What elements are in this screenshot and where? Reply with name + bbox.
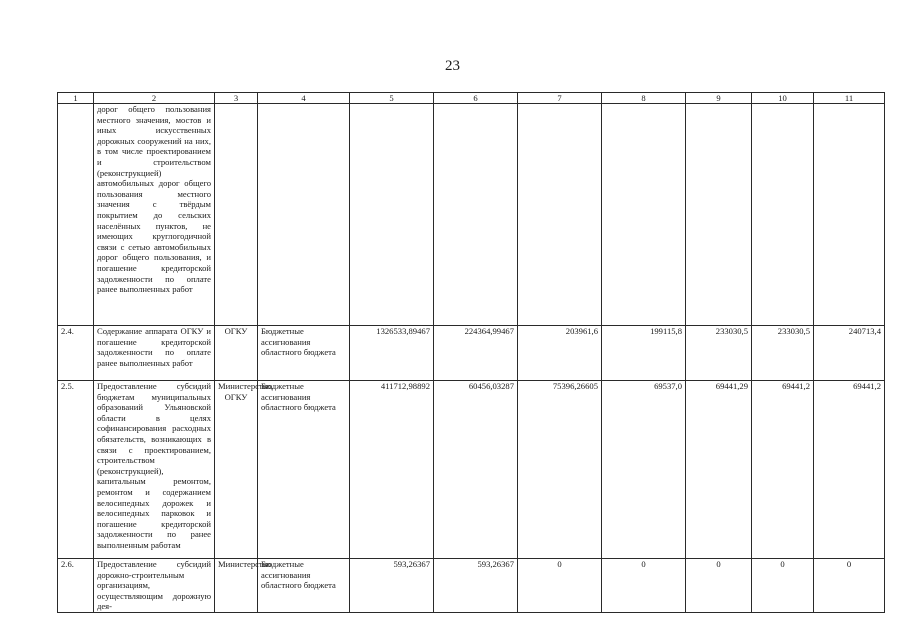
- row-value: 0: [602, 559, 686, 613]
- table-row: [58, 381, 885, 559]
- row-description: дорог общего пользования местного значения, мостов и иных искусственных дорожных сооружений на них, в том числе проектированием и строительством (реконструкцией) автомобильных дорог общего пользования местного значения с твёрдым покрытием до сельских населённых пунктов, не имеющих круглогодичной связи с сетью автомобильных дорог общего пользования, и погашение кредиторской задолженности по оплате ранее выполненных работ: [94, 104, 215, 326]
- row-description: Предоставление субсидий дорожно-строительным организациям, осуществляющим дорожную дея-: [94, 559, 215, 613]
- row-value: 75396,26605: [518, 381, 602, 559]
- row-number: [58, 104, 94, 326]
- row-value: 1326533,89467: [350, 326, 434, 381]
- row-value: [350, 104, 434, 326]
- row-value: [686, 104, 752, 326]
- column-header: 5: [350, 93, 434, 104]
- row-value: 60456,03287: [434, 381, 518, 559]
- row-executor: Министерство: [215, 559, 258, 613]
- row-value: 0: [814, 559, 885, 613]
- row-value: 411712,98892: [350, 381, 434, 559]
- row-value: 69441,29: [686, 381, 752, 559]
- row-value: 69441,2: [814, 381, 885, 559]
- row-number: 2.4.: [58, 326, 94, 381]
- row-source: [258, 104, 350, 326]
- table-row: [58, 104, 885, 326]
- row-executor: ОГКУ: [215, 326, 258, 381]
- row-description: Содержание аппарата ОГКУ и погашение кредиторской задолженности по оплате ранее выполненных работ: [94, 326, 215, 381]
- row-value: [602, 104, 686, 326]
- row-source: Бюджетные ассигнования областного бюджета: [258, 326, 350, 381]
- column-header: 7: [518, 93, 602, 104]
- row-value: 224364,99467: [434, 326, 518, 381]
- table-header-row: [58, 93, 885, 104]
- column-header: 11: [814, 93, 885, 104]
- row-value: 69537,0: [602, 381, 686, 559]
- row-value: [518, 104, 602, 326]
- budget-table: [57, 92, 885, 613]
- row-value: 199115,8: [602, 326, 686, 381]
- row-value: 593,26367: [434, 559, 518, 613]
- row-value: 69441,2: [752, 381, 814, 559]
- row-value: 233030,5: [686, 326, 752, 381]
- row-source: Бюджетные ассигнования областного бюджета: [258, 381, 350, 559]
- column-header: 6: [434, 93, 518, 104]
- row-description: Предоставление субсидий бюджетам муниципальных образований Ульяновской области в целях софинансирования расходных обязательств, возникающих в связи с проектированием, строительством (реконструкцией), капитальным ремонтом, ремонтом и содержанием велосипедных дорожек и велосипедных парковок и погашение кредиторской задолженности по ранее выполненным работам: [94, 381, 215, 559]
- row-number: 2.6.: [58, 559, 94, 613]
- row-value: 0: [518, 559, 602, 613]
- column-header: 10: [752, 93, 814, 104]
- column-header: 9: [686, 93, 752, 104]
- row-value: 240713,4: [814, 326, 885, 381]
- table-row: [58, 559, 885, 613]
- row-value: [814, 104, 885, 326]
- row-source: Бюджетные ассигнования областного бюджета: [258, 559, 350, 613]
- row-executor: Министерство, ОГКУ: [215, 381, 258, 559]
- row-value: [752, 104, 814, 326]
- column-header: 1: [58, 93, 94, 104]
- row-value: 233030,5: [752, 326, 814, 381]
- row-number: 2.5.: [58, 381, 94, 559]
- column-header: 8: [602, 93, 686, 104]
- column-header: 3: [215, 93, 258, 104]
- row-value: 203961,6: [518, 326, 602, 381]
- column-header: 2: [94, 93, 215, 104]
- column-header: 4: [258, 93, 350, 104]
- page-number: 23: [445, 58, 460, 74]
- row-value: 0: [686, 559, 752, 613]
- row-value: 593,26367: [350, 559, 434, 613]
- table-row: [58, 326, 885, 381]
- row-value: [434, 104, 518, 326]
- row-value: 0: [752, 559, 814, 613]
- row-executor: [215, 104, 258, 326]
